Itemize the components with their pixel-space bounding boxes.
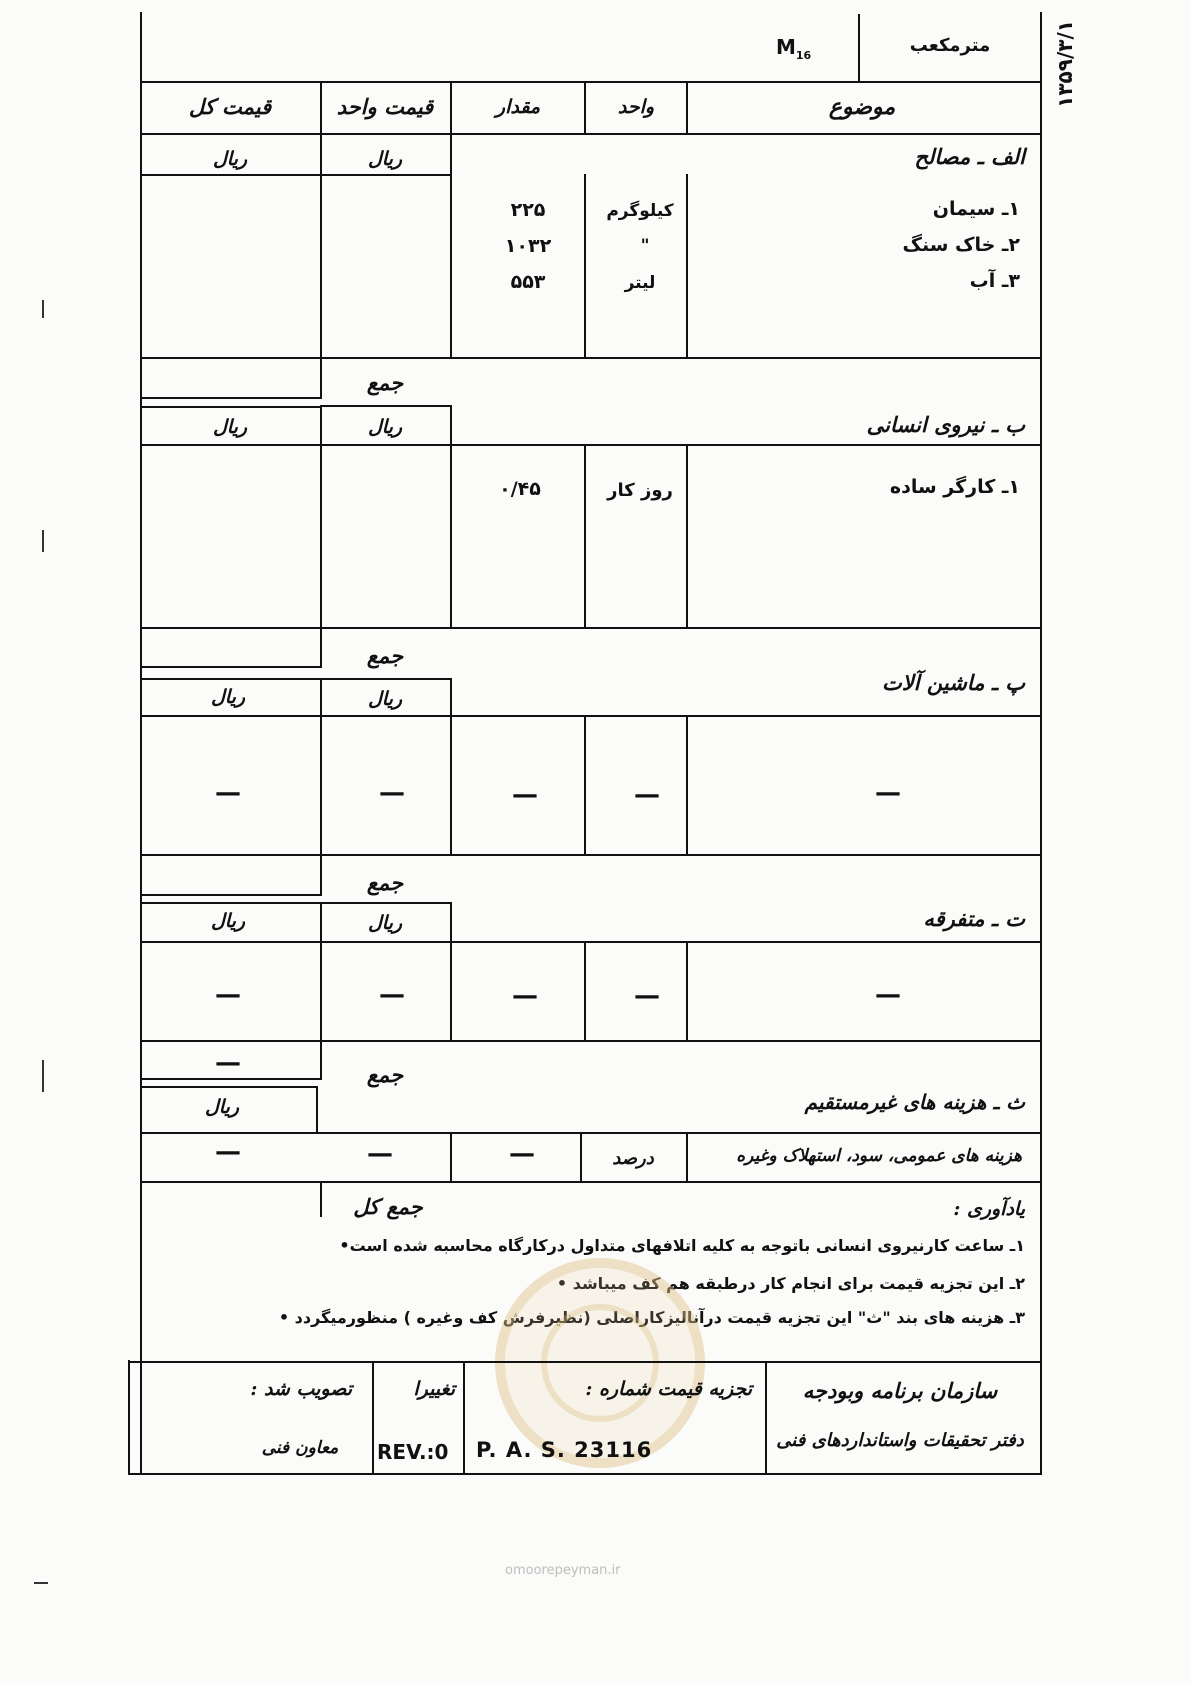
- indirect-box-right: [316, 1086, 318, 1134]
- indirect-rial-line: [140, 1132, 1042, 1134]
- rial-total-a: ریال: [212, 148, 248, 170]
- rial-unit-p: ریال: [367, 688, 403, 710]
- indirect-row-unit: درصد: [612, 1148, 654, 1169]
- misc-col-3: [584, 941, 586, 1041]
- mach-col-3: [584, 715, 586, 855]
- misc-bottom-line: [140, 1040, 1042, 1042]
- indirect-dash-unit-price: —: [367, 1139, 393, 1169]
- header-divider: [858, 14, 860, 82]
- rial-unit-a: ریال: [367, 148, 403, 170]
- misc-dash-qty: —: [512, 981, 538, 1011]
- header-unit-cell: مترمکعب: [909, 35, 991, 56]
- indirect-col-3: [580, 1132, 582, 1182]
- labor-bottom-line: [140, 627, 1042, 629]
- labor-col-3: [584, 444, 586, 628]
- scan-mark-3: [42, 1060, 44, 1092]
- frame-bottom: [128, 1473, 1042, 1475]
- material-item-2-qty: ۱۰۳۲: [504, 235, 552, 257]
- misc-col-1: [320, 902, 322, 1080]
- approved-label: تصویب شد :: [250, 1378, 352, 1400]
- section-materials-title: الف ـ مصالح: [914, 144, 1025, 169]
- misc-dash-subject: —: [875, 980, 901, 1010]
- sum-p-label: جمع: [366, 870, 404, 895]
- footer-top-line: [128, 1361, 1042, 1363]
- col-quantity: مقدار: [495, 96, 541, 118]
- labor-item-1-unit: روز کار: [607, 480, 673, 501]
- indirect-col-2: [450, 1132, 452, 1182]
- scan-mark-2: [42, 530, 44, 552]
- material-item-3-qty: ۵۵۳: [510, 271, 546, 293]
- materials-col-qty-left: [450, 134, 452, 358]
- misc-rial-line: [140, 941, 1042, 943]
- analysis-number-label: تجزیه قیمت شماره :: [585, 1378, 752, 1400]
- changes-label: تغییرا: [413, 1378, 455, 1400]
- sum-a-label: جمع: [366, 370, 404, 395]
- colhead-div-1: [320, 82, 322, 398]
- rial-total-t: ریال: [210, 910, 246, 932]
- labor-top-line: [320, 405, 452, 407]
- indirect-dash-qty: —: [509, 1139, 535, 1169]
- section-machinery-title: پ ـ ماشین آلات: [881, 670, 1025, 695]
- footer-div-1: [372, 1361, 374, 1474]
- material-item-3-unit: لیتر: [624, 273, 656, 293]
- header-code-main: M: [776, 35, 796, 59]
- section-indirect-title: ث ـ هزینه های غیرمستقیم: [804, 1090, 1025, 1114]
- note-3: ۳ـ هزینه های بند "ث" این تجزیه قیمت درآنالیزکاراصلی (نظیرفرش کف وغیره ) منظورمیگردد •: [278, 1308, 1025, 1327]
- grand-total-label: جمع کل: [353, 1194, 423, 1219]
- labor-item-1-qty: ۰/۴۵: [499, 478, 541, 500]
- misc-top-line: [140, 902, 452, 904]
- header-code-sub: 16: [795, 49, 812, 62]
- colhead-div-4: [686, 82, 688, 134]
- labor-rial-line: [140, 444, 1042, 446]
- analysis-number: P. A. S. 23116: [476, 1438, 653, 1462]
- sum-b-label: جمع: [366, 643, 404, 668]
- header-code: [776, 37, 811, 61]
- mach-bottom-line: [140, 854, 1042, 856]
- misc-dash-unit-price: —: [379, 980, 405, 1010]
- mach-box-right: [450, 678, 452, 716]
- seal-inner-ring: [541, 1304, 659, 1422]
- rial-unit-t: ریال: [367, 912, 403, 934]
- materials-col-subject-left: [686, 174, 688, 358]
- indirect-bottom-line: [140, 1181, 1042, 1183]
- mach-dash-unit: —: [634, 780, 660, 810]
- organization-seal: [495, 1258, 705, 1468]
- rial-total-p: ریال: [210, 686, 246, 708]
- misc-col-2: [450, 941, 452, 1041]
- indirect-col-4: [686, 1132, 688, 1182]
- mach-dash-qty: —: [512, 780, 538, 810]
- note-2: ۲ـ این تجزیه قیمت برای انجام کار درطبقه هم کف میباشد •: [556, 1274, 1025, 1293]
- labor-box-right: [450, 405, 452, 445]
- colhead-div-2: [450, 82, 452, 134]
- frame-right: [1040, 12, 1042, 1475]
- approved-by: معاون فنی: [261, 1438, 339, 1458]
- section-labor-title: ب ـ نیروی انسانی: [866, 412, 1025, 437]
- material-item-1-label: ۱ـ سیمان: [932, 198, 1020, 220]
- rial-total-b: ریال: [212, 416, 248, 438]
- material-item-1-unit: کیلوگرم: [606, 201, 674, 221]
- sum-a-bottom: [140, 397, 322, 399]
- material-item-2-unit: ": [640, 236, 650, 256]
- misc-box-right: [450, 902, 452, 942]
- mach-col-4: [686, 715, 688, 855]
- sum-p-bottom: [140, 894, 322, 896]
- materials-bottom-line: [140, 357, 1042, 359]
- labor-rial-top: [140, 406, 320, 408]
- misc-dash-total: —: [215, 980, 241, 1010]
- scan-mark-1: [42, 300, 44, 318]
- col-unit-price: قیمت واحد: [336, 94, 434, 119]
- sum-t-bottom: [140, 1078, 322, 1080]
- grand-total-col: [320, 1181, 322, 1217]
- org-line-1: سازمان برنامه وبودجه: [802, 1378, 998, 1403]
- indirect-dash-total: —: [215, 1137, 241, 1167]
- mach-rial-line: [140, 715, 1042, 717]
- mach-dash-unit-price: —: [379, 778, 405, 808]
- materials-col-unit-left: [584, 174, 586, 358]
- col-total-price: قیمت کل: [188, 94, 272, 119]
- mach-dash-subject: —: [875, 778, 901, 808]
- section-misc-title: ت ـ متفرقه: [923, 906, 1025, 931]
- rial-total-th: ریال: [204, 1096, 240, 1118]
- notes-title: یادآوری :: [953, 1198, 1025, 1220]
- indirect-row-label: هزینه های عمومی، سود، استهلاک وغیره: [736, 1146, 1022, 1166]
- frame-left-lower: [128, 1360, 130, 1475]
- org-line-2: دفتر تحقیقات واستانداردهای فنی: [776, 1430, 1024, 1451]
- watermark-text: omoorepeyman.ir: [505, 1563, 621, 1578]
- labor-col-2: [450, 444, 452, 628]
- col-subject: موضوع: [828, 94, 896, 120]
- colhead-div-3: [584, 82, 586, 134]
- mach-col-2: [450, 715, 452, 855]
- sum-t-dash: —: [215, 1048, 241, 1078]
- col-unit: واحد: [617, 96, 655, 118]
- mach-top-line-left: [140, 678, 320, 680]
- scan-mark-4: [34, 1582, 48, 1584]
- indirect-top-line: [140, 1086, 318, 1088]
- sum-b-bottom: [140, 666, 322, 668]
- revision: REV.:0: [377, 1440, 449, 1464]
- labor-col-4: [686, 444, 688, 628]
- material-item-1-qty: ۲۲۵: [510, 199, 546, 221]
- frame-left: [140, 12, 142, 1475]
- material-item-2-label: ۲ـ خاک سنگ: [902, 234, 1020, 256]
- colheader-bottom-line: [140, 133, 1042, 135]
- rial-unit-b: ریال: [367, 416, 403, 438]
- misc-col-4: [686, 941, 688, 1041]
- sum-t-label: جمع: [366, 1062, 404, 1087]
- mach-top-line: [320, 678, 452, 680]
- note-1: ۱ـ ساعت کارنیروی انسانی باتوجه به کلیه اتلافهای متداول درکارگاه محاسبه شده است•: [339, 1236, 1025, 1255]
- labor-item-1-label: ۱ـ کارگر ساده: [889, 476, 1020, 498]
- footer-div-2: [463, 1361, 465, 1474]
- mach-col-1: [320, 678, 322, 896]
- header-bottom-line: [140, 81, 1042, 83]
- mach-dash-total: —: [215, 778, 241, 808]
- materials-rial-line: [140, 174, 452, 176]
- footer-div-3: [765, 1361, 767, 1474]
- material-item-3-label: ۳ـ آب: [969, 270, 1020, 292]
- side-number: ۱۳۵۹/۳/۱: [1053, 20, 1077, 108]
- misc-dash-unit: —: [634, 981, 660, 1011]
